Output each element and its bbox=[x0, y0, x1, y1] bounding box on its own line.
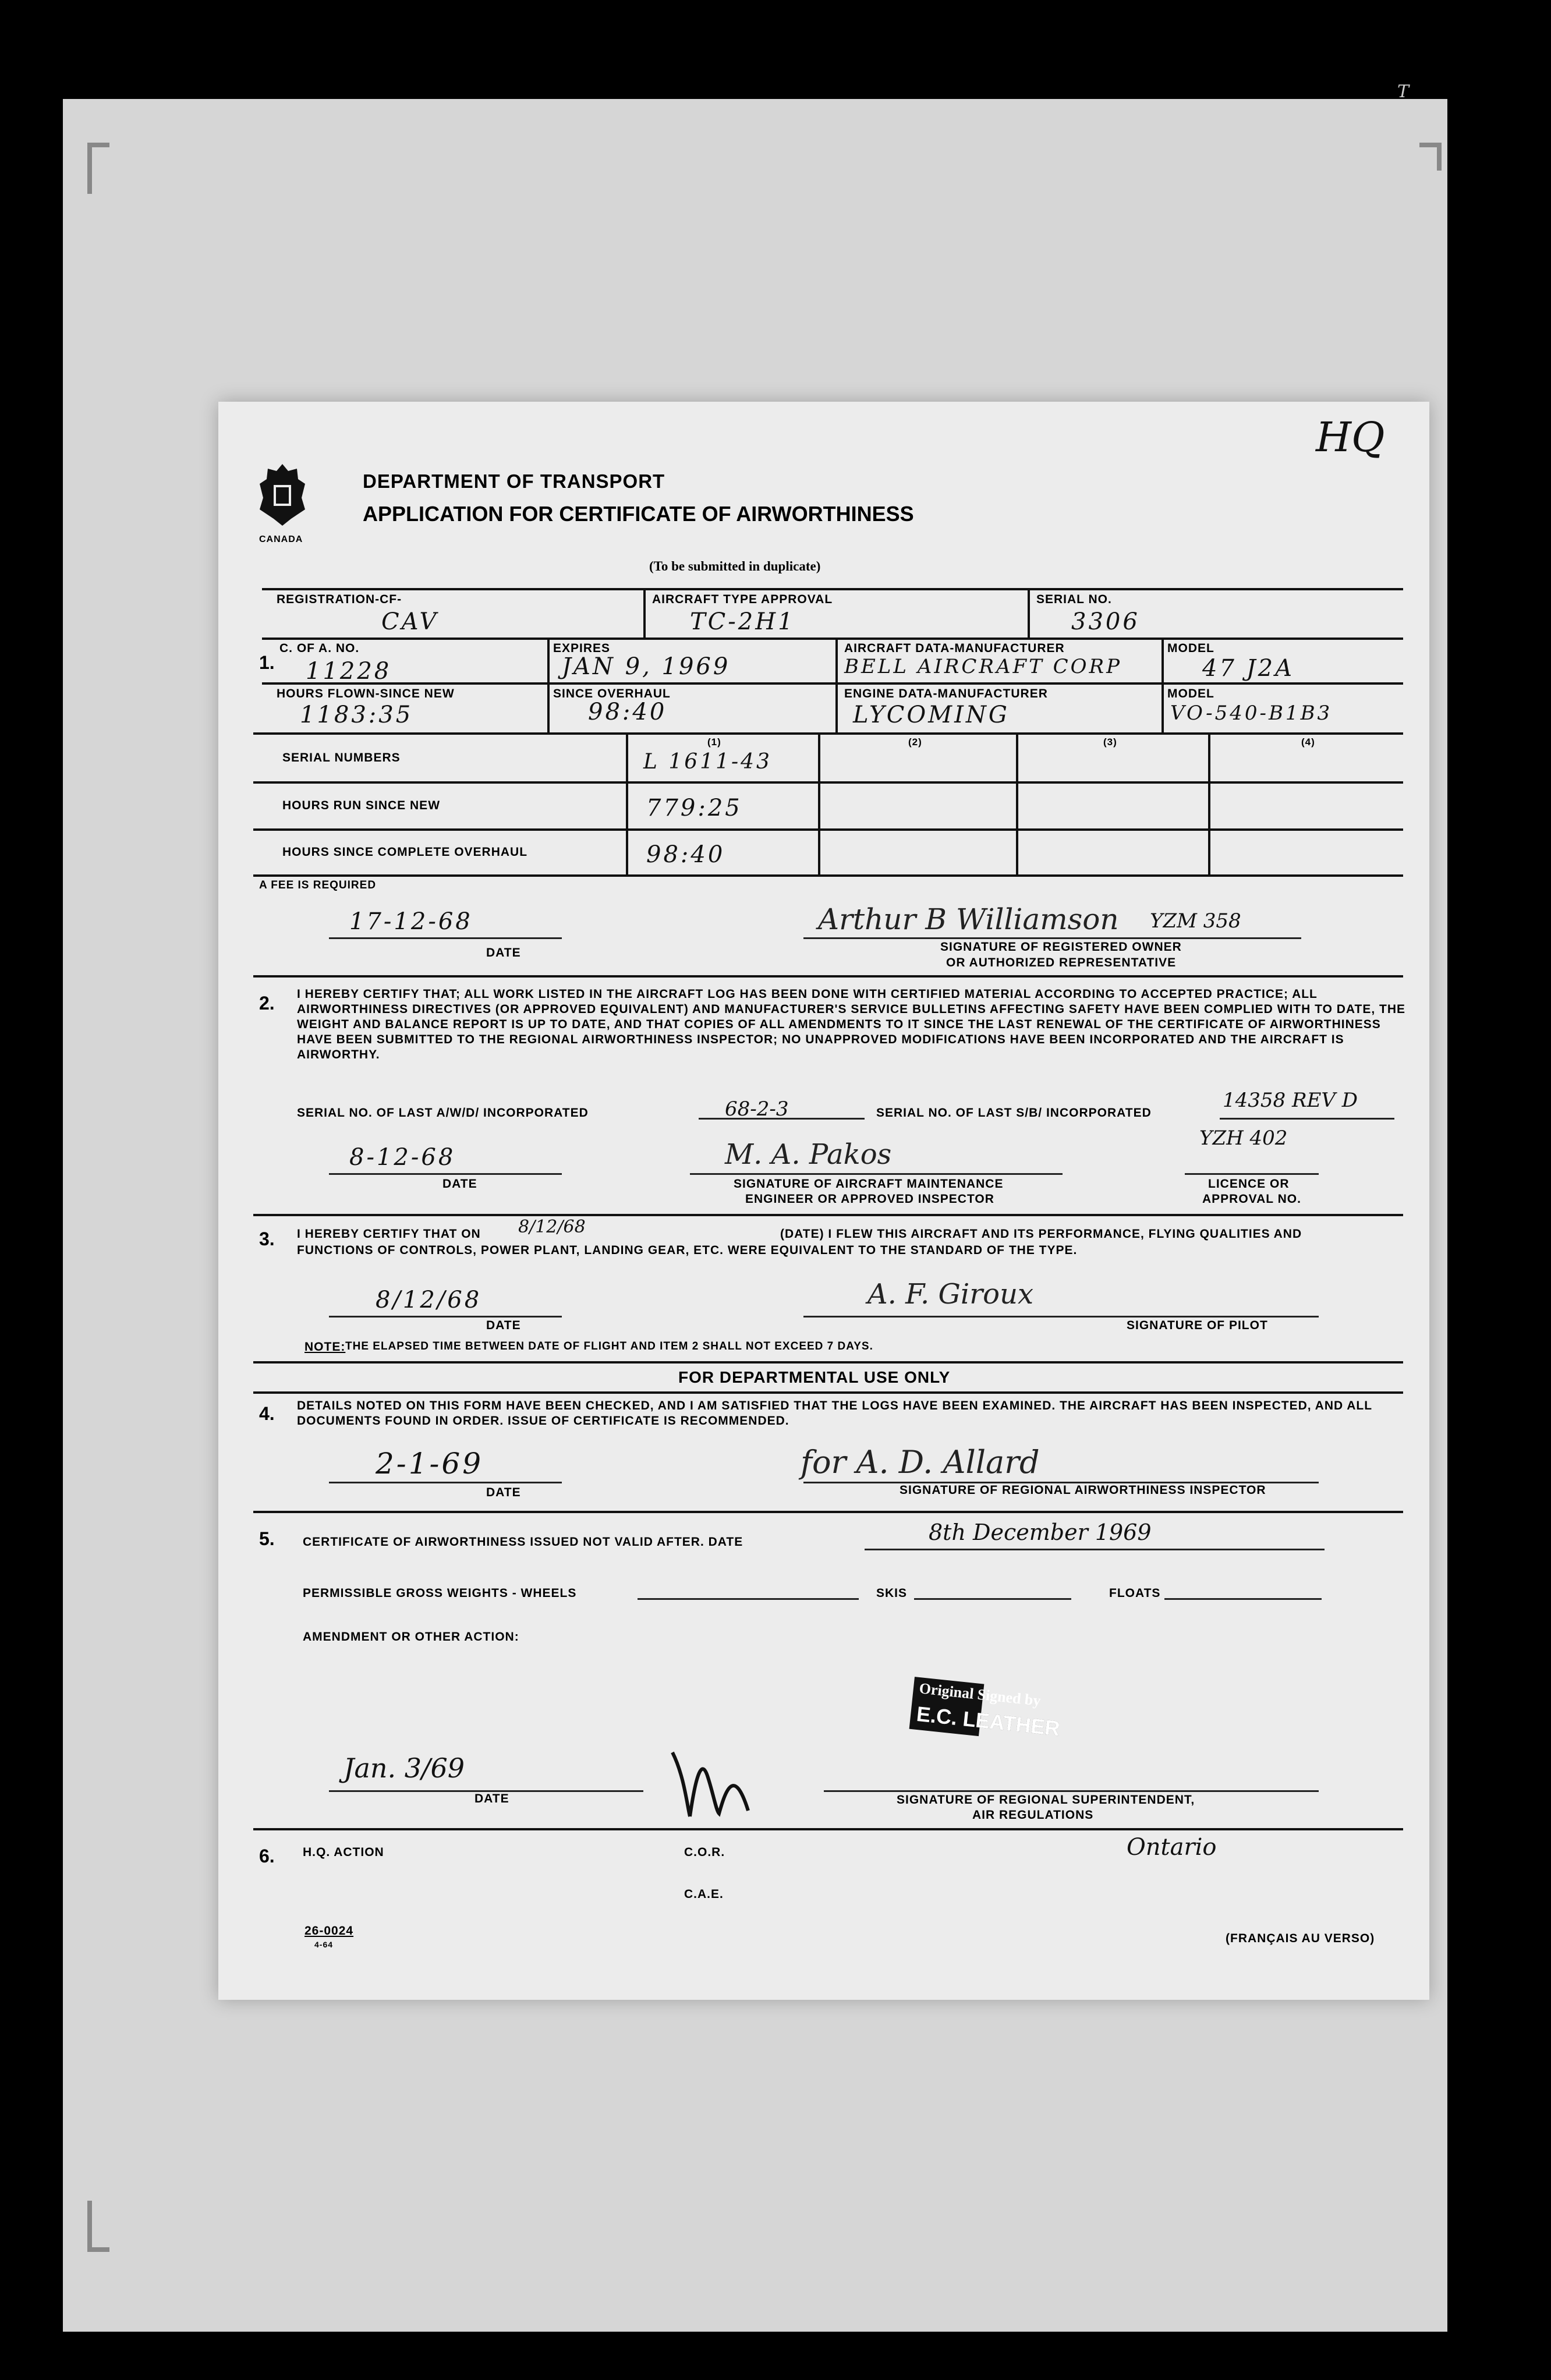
form-number: 26-0024 bbox=[304, 1924, 354, 1938]
since-overhaul-value: 98:40 bbox=[588, 699, 667, 725]
s5-date-label: DATE bbox=[474, 1792, 509, 1805]
owner-sig-label-1: SIGNATURE OF REGISTERED OWNER bbox=[940, 940, 1182, 954]
row-value: 779:25 bbox=[646, 795, 742, 821]
rule bbox=[803, 1316, 1319, 1318]
col-header-1: (1) bbox=[707, 736, 721, 748]
cor-label: C.O.R. bbox=[684, 1846, 725, 1859]
rule bbox=[1164, 1598, 1322, 1600]
sb-label: SERIAL NO. OF LAST S/B/ INCORPORATED bbox=[876, 1106, 1152, 1120]
s3-date-value: 8/12/68 bbox=[376, 1287, 482, 1313]
aircraft-mfr-label: AIRCRAFT DATA-MANUFACTURER bbox=[844, 642, 1065, 655]
row-label: HOURS SINCE COMPLETE OVERHAUL bbox=[282, 845, 528, 859]
region-value: Ontario bbox=[1127, 1834, 1217, 1861]
inspector-sig-label: SIGNATURE OF REGIONAL AIRWORTHINESS INSPECTOR bbox=[900, 1483, 1266, 1497]
rule bbox=[1028, 588, 1030, 638]
col-header-2: (2) bbox=[908, 736, 922, 748]
row-value: L 1611-43 bbox=[643, 750, 772, 774]
skis-label: SKIS bbox=[876, 1586, 908, 1600]
hours-flown-value: 1183:35 bbox=[300, 702, 413, 728]
serial-label: SERIAL NO. bbox=[1036, 593, 1112, 606]
section-5-number: 5. bbox=[259, 1528, 275, 1549]
rule bbox=[262, 638, 1403, 640]
coa-label: C. OF A. NO. bbox=[279, 642, 360, 655]
signed-stamp bbox=[908, 1671, 1083, 1758]
rule bbox=[1220, 1118, 1394, 1120]
section-2-text: I HEREBY CERTIFY THAT; ALL WORK LISTED IN THE AIRCRAFT LOG HAS BEEN DONE WITH CERTIFIED MATERIAL ACCORDING TO ACCEPTED PRACTICE; ALL AIRWORTHINESS DIRECTIVES (OR APPROVED EQUIVALENT) AND MANUFACTURER'S SERVICE BULLETINS AFFECTING SAFETY HAVE BEEN COMPLIED WITH TO DATE, THE WEIGHT AND BALANCE REPORT IS UP TO DATE, AND THAT COPIES OF ALL AMENDMENTS TO IT SINCE THE LAST RENEWAL OF THE CERTIFICATE OF AIRWORTHINESS HAVE BEEN SUBMITTED TO THE REGIONAL AIRWORTHINESS INSPECTOR; NO UNAPPROVED MODIFICATIONS HAVE BEEN INCORPORATED AND THE AIRCRAFT IS AIRWORTHY. bbox=[297, 987, 1406, 1061]
maintenance-signature: M. A. Pakos bbox=[725, 1138, 892, 1171]
col-header-3: (3) bbox=[1103, 736, 1117, 748]
hq-action-label: H.Q. ACTION bbox=[303, 1846, 384, 1859]
inspector-signature: for A. D. Allard bbox=[801, 1444, 1040, 1481]
department-name: DEPARTMENT OF TRANSPORT bbox=[363, 470, 665, 492]
section-4-number: 4. bbox=[259, 1403, 275, 1424]
crop-mark-top-left bbox=[87, 143, 109, 194]
canada-crest-icon bbox=[256, 463, 309, 527]
rule bbox=[253, 1828, 1403, 1830]
flight-date: 8/12/68 bbox=[518, 1217, 586, 1237]
rule bbox=[690, 1173, 1063, 1175]
registration-label: REGISTRATION-CF- bbox=[277, 593, 402, 606]
section-4-text: DETAILS NOTED ON THIS FORM HAVE BEEN CHECKED, AND I AM SATISFIED THAT THE LOGS HAVE BEEN EXAMINED. THE AIRCRAFT HAS BEEN INSPECTED, AND ALL DOCUMENTS FOUND IN ORDER. ISSUE OF CERTIFICATE IS RECOMMENDED. bbox=[297, 1399, 1372, 1428]
section-3-text-c: FUNCTIONS OF CONTROLS, POWER PLANT, LANDING GEAR, ETC. WERE EQUIVALENT TO THE STANDARD OF THE TYPE. bbox=[297, 1244, 1078, 1257]
cert-value: 8th December 1969 bbox=[929, 1520, 1152, 1545]
crest-caption: CANADA bbox=[259, 534, 303, 544]
application-form bbox=[218, 402, 1429, 2000]
rule bbox=[253, 874, 1403, 877]
rule bbox=[329, 1173, 562, 1175]
rule bbox=[253, 1391, 1403, 1394]
top-right-mark: T bbox=[1397, 82, 1410, 102]
rule bbox=[253, 1361, 1403, 1363]
floats-label: FLOATS bbox=[1109, 1586, 1161, 1600]
rule bbox=[329, 937, 562, 939]
sb-value: 14358 REV D bbox=[1223, 1089, 1358, 1112]
rule bbox=[547, 638, 550, 734]
since-overhaul-label: SINCE OVERHAUL bbox=[553, 687, 671, 700]
rule bbox=[329, 1482, 562, 1483]
stamp-line-1: Original Signed by bbox=[918, 1680, 1042, 1709]
engine-mfr-label: ENGINE DATA-MANUFACTURER bbox=[844, 687, 1048, 700]
note-text: THE ELAPSED TIME BETWEEN DATE OF FLIGHT AND ITEM 2 SHALL NOT EXCEED 7 DAYS. bbox=[345, 1340, 873, 1352]
rule bbox=[803, 937, 1301, 939]
rule bbox=[865, 1549, 1325, 1550]
s2-date-label: DATE bbox=[442, 1177, 477, 1191]
s3-date-label: DATE bbox=[486, 1319, 521, 1332]
initials-mark-icon bbox=[667, 1741, 754, 1822]
crop-mark-top-right bbox=[1419, 143, 1442, 171]
rule bbox=[329, 1316, 562, 1318]
registration-value: CAV bbox=[381, 608, 439, 635]
rule bbox=[253, 975, 1403, 978]
rule bbox=[253, 732, 1403, 735]
owner-licence: YZM 358 bbox=[1150, 909, 1241, 933]
rule bbox=[1016, 732, 1018, 875]
section-6-number: 6. bbox=[259, 1846, 275, 1867]
model-label: MODEL bbox=[1167, 642, 1214, 655]
licence-value: YZH 402 bbox=[1199, 1127, 1288, 1150]
owner-sig-label-2: OR AUTHORIZED REPRESENTATIVE bbox=[946, 956, 1177, 969]
rule bbox=[638, 1598, 859, 1600]
hours-flown-label: HOURS FLOWN-SINCE NEW bbox=[277, 687, 455, 700]
maint-sig-label-1: SIGNATURE OF AIRCRAFT MAINTENANCE bbox=[734, 1177, 1004, 1191]
engine-mfr-value: LYCOMING bbox=[853, 702, 1010, 728]
rule bbox=[262, 588, 1403, 590]
french-note: (FRANÇAIS AU VERSO) bbox=[1226, 1932, 1375, 1945]
licence-label-1: LICENCE OR bbox=[1208, 1177, 1290, 1191]
awd-value: 68-2-3 bbox=[725, 1097, 789, 1121]
section-3-number: 3. bbox=[259, 1228, 275, 1249]
row-label: HOURS RUN SINCE NEW bbox=[282, 799, 441, 812]
cert-label: CERTIFICATE OF AIRWORTHINESS ISSUED NOT VALID AFTER. DATE bbox=[303, 1535, 743, 1549]
col-header-4: (4) bbox=[1301, 736, 1315, 748]
model-value: 47 J2A bbox=[1202, 655, 1294, 682]
rule bbox=[253, 828, 1403, 831]
expires-value: JAN 9, 1969 bbox=[562, 653, 731, 680]
rule bbox=[1185, 1173, 1319, 1175]
note-label: NOTE: bbox=[304, 1340, 346, 1354]
s1-date-value: 17-12-68 bbox=[349, 908, 473, 935]
form-subtitle: (To be submitted in duplicate) bbox=[649, 559, 821, 573]
rule bbox=[824, 1790, 1319, 1792]
rule bbox=[818, 732, 820, 875]
sup-label-2: AIR REGULATIONS bbox=[972, 1808, 1094, 1822]
rule bbox=[253, 1511, 1403, 1513]
rule bbox=[835, 638, 838, 734]
awd-label: SERIAL NO. OF LAST A/W/D/ INCORPORATED bbox=[297, 1106, 589, 1120]
engine-model-label: MODEL bbox=[1167, 687, 1214, 700]
owner-signature: Arthur B Williamson bbox=[818, 902, 1119, 936]
s4-date-value: 2-1-69 bbox=[376, 1447, 484, 1481]
rule bbox=[253, 1214, 1403, 1216]
aircraft-mfr-value: BELL AIRCRAFT CORP bbox=[844, 655, 1122, 678]
weights-label: PERMISSIBLE GROSS WEIGHTS - WHEELS bbox=[303, 1586, 577, 1600]
cae-label: C.A.E. bbox=[684, 1887, 724, 1901]
amendment-label: AMENDMENT OR OTHER ACTION: bbox=[303, 1630, 519, 1644]
expires-label: EXPIRES bbox=[553, 642, 611, 655]
s1-date-label: DATE bbox=[486, 946, 521, 959]
section-3-text-b: (DATE) I FLEW THIS AIRCRAFT AND ITS PERFORMANCE, FLYING QUALITIES AND bbox=[780, 1227, 1302, 1241]
rule bbox=[626, 732, 628, 875]
hq-mark: HQ bbox=[1316, 413, 1385, 461]
rule bbox=[643, 588, 646, 638]
crop-mark-bottom-left bbox=[87, 2201, 109, 2252]
form-date: 4-64 bbox=[314, 1940, 334, 1949]
section-2-number: 2. bbox=[259, 993, 275, 1014]
s5-date-value: Jan. 3/69 bbox=[344, 1752, 465, 1784]
type-approval-label: AIRCRAFT TYPE APPROVAL bbox=[652, 593, 833, 606]
s4-date-label: DATE bbox=[486, 1486, 521, 1499]
s2-date-value: 8-12-68 bbox=[349, 1144, 456, 1171]
coa-value: 11228 bbox=[306, 658, 392, 685]
engine-model-value: VO-540-B1B3 bbox=[1170, 702, 1333, 725]
pilot-sig-label: SIGNATURE OF PILOT bbox=[1127, 1319, 1268, 1332]
section-1-number: 1. bbox=[259, 652, 275, 673]
form-title: APPLICATION FOR CERTIFICATE OF AIRWORTHINESS bbox=[363, 502, 914, 526]
sup-label-1: SIGNATURE OF REGIONAL SUPERINTENDENT, bbox=[897, 1793, 1195, 1807]
licence-label-2: APPROVAL NO. bbox=[1202, 1192, 1301, 1206]
rule bbox=[1162, 638, 1164, 734]
rule bbox=[1208, 732, 1210, 875]
maint-sig-label-2: ENGINEER OR APPROVED INSPECTOR bbox=[745, 1192, 994, 1206]
departmental-heading: FOR DEPARTMENTAL USE ONLY bbox=[678, 1368, 951, 1386]
section-3-text-a: I HEREBY CERTIFY THAT ON bbox=[297, 1227, 481, 1241]
pilot-signature: A. F. Giroux bbox=[867, 1278, 1034, 1311]
serial-value: 3306 bbox=[1071, 608, 1140, 635]
row-value: 98:40 bbox=[646, 841, 725, 868]
stamp-line-2: E.C. LEATHER bbox=[915, 1701, 1061, 1741]
rule bbox=[262, 682, 1403, 685]
row-label: SERIAL NUMBERS bbox=[282, 751, 401, 764]
rule bbox=[253, 781, 1403, 784]
fee-label: A FEE IS REQUIRED bbox=[259, 879, 377, 891]
type-approval-value: TC-2H1 bbox=[690, 608, 795, 635]
rule bbox=[914, 1598, 1071, 1600]
